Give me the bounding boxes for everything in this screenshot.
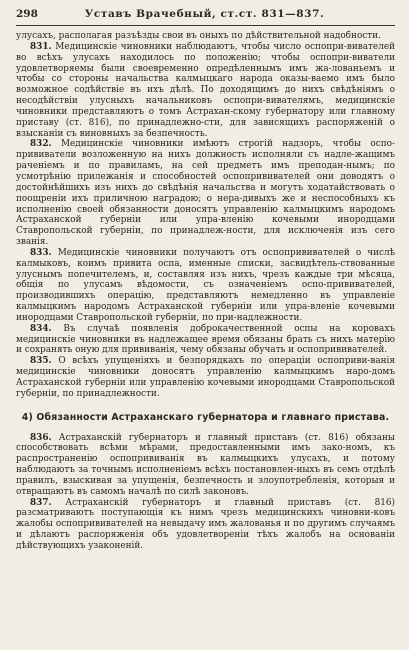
article-number: 833. — [30, 247, 52, 258]
header-rule — [16, 25, 395, 26]
article-number: 832. — [30, 139, 52, 150]
article-831 — [16, 42, 395, 140]
article-836 — [16, 433, 395, 498]
article-number: 834. — [30, 323, 52, 334]
article-number: 835. — [30, 356, 52, 367]
paragraph-text: Медицинскіе чиновники имѣютъ строгій надзоръ, чтобы оспо-прививатели возложенную на нихъ должность исполняли съ надле-жащимъ раченіемъ и по правиламъ, на сей предметъ имъ преподан-нымъ; по усмотрѣнію прилежанія и способностей оспопрививателей они доводятъ о достойнѣйшихъ изъ нихъ до свѣдѣнія начальства и могутъ ходатайствовать о поощреніи ихъ приличною наградою; о нера-дивыхъ же и неспособныхъ къ исполненію своей обязанности доносятъ управленію калмыцкимъ народомъ Астраханской губерніи или упра-вленію кочевыми инородцами Ставропольской губерніи, по принадлеж-ности, для исключенія изъ сего званія. — [16, 139, 395, 248]
running-title: Уставъ Врачебный, ст.ст. 831—837. — [84, 8, 325, 20]
article-number: 831. — [30, 41, 52, 52]
article-835 — [16, 356, 395, 399]
page-header — [16, 8, 395, 21]
article-837 — [16, 498, 395, 552]
paragraph-text: улусахъ, располагая разъѣзды свои въ оныхъ по дѣйствительной надобности. — [16, 31, 381, 41]
paragraph-text: Астраханскій губернаторъ и главный приставъ (ст. 816) разсматриваютъ поступающія къ нимъ чрезъ медицинскихъ чиновни-ковъ жалобы оспопрививателей на невыдачу имъ жалованья и по другимъ случаямъ и дѣлаютъ распоряженія объ удовлетвореніи тѣхъ жалобъ на основаніи дѣйствующихъ узаконеній. — [16, 497, 395, 551]
article-number: 836. — [30, 432, 52, 443]
article-832 — [16, 139, 395, 247]
paragraph-text: Въ случаѣ появленія доброкачественной оспы на коровахъ медицинскіе чиновники въ надлежащее время обязаны брать съ нихъ матерію и сохранять оную для прививанія, чему обязаны обучать и оспопрививателей. — [16, 323, 395, 356]
paragraph-text: О всѣхъ упущеніяхъ и безпорядкахъ по операціи оспоприви-ванія медицинскіе чиновники доносятъ управленію калмыцкимъ наро-домъ Астраханской губерніи или управленію кочевыми инородцами Ставропольской губерніи, по принадлежности. — [16, 356, 395, 399]
paragraph-continuation — [16, 31, 395, 42]
paragraph-text: Медицинскіе чиновники получаютъ отъ оспопрививателей о числѣ калмыковъ, коимъ привита оспа, именные списки, засвидѣтель-ствованные улуснымъ попечителемъ, и, составляя изъ нихъ, чрезъ каждые три мѣсяца, общія по улусамъ вѣдомости, съ означеніемъ оспо-прививателей, производившихъ операцію, представляютъ немедленно въ управленіе калмыцкимъ народомъ Астраханской губерніи или упра-вленіе кочевыми инородцами Ставропольской губерніи, по при-надлежности. — [16, 247, 395, 323]
article-834 — [16, 324, 395, 357]
paragraph-text: Астраханскій губернаторъ и главный приставъ (ст. 816) обязаны способствовать всѣми мѣрами, предоставленными имъ зако-номъ, къ распространенію оспопрививанія въ калмыцкихъ улусахъ, и потому наблюдаютъ за точнымъ исполненіемъ всѣхъ постановлен-ныхъ въ семъ отдѣлѣ правилъ, взыскивая за упущенія, безпечность и злоупотребленія, которыя и отвращаютъ въ самомъ началѣ по силѣ законовъ. — [16, 432, 395, 497]
document-body — [16, 31, 395, 552]
section-title: 4) Обязанности Астраханскаго губернатора и главнаго пристава. — [21, 411, 390, 423]
article-number: 837. — [30, 497, 52, 508]
article-833 — [16, 248, 395, 324]
page-number: 298 — [16, 8, 38, 20]
paragraph-text: Медицинскіе чиновники наблюдаютъ, чтобы число оспопри-вивателей во всѣхъ улусахъ находилось по положенію; чтобы оспопри-виватели удовлетворяемы были своевременно опредѣленнымъ имъ жа-лованьемъ и чтобы со стороны начальства калмыцкаго народа оказы-ваемо имъ было возможное содѣйствіе въ ихъ дѣлѣ. По доходящимъ до нихъ свѣдѣніямъ о несодѣйствіи улусныхъ начальниковъ оспопри-вивателямъ, медицинскіе чиновники представляютъ о томъ Астрахан-скому губернатору или главному приставу (ст. 816), по принадлежно-сти, для зависящихъ распоряженій о взысканіи съ виновныхъ за безпечность. — [16, 41, 395, 139]
